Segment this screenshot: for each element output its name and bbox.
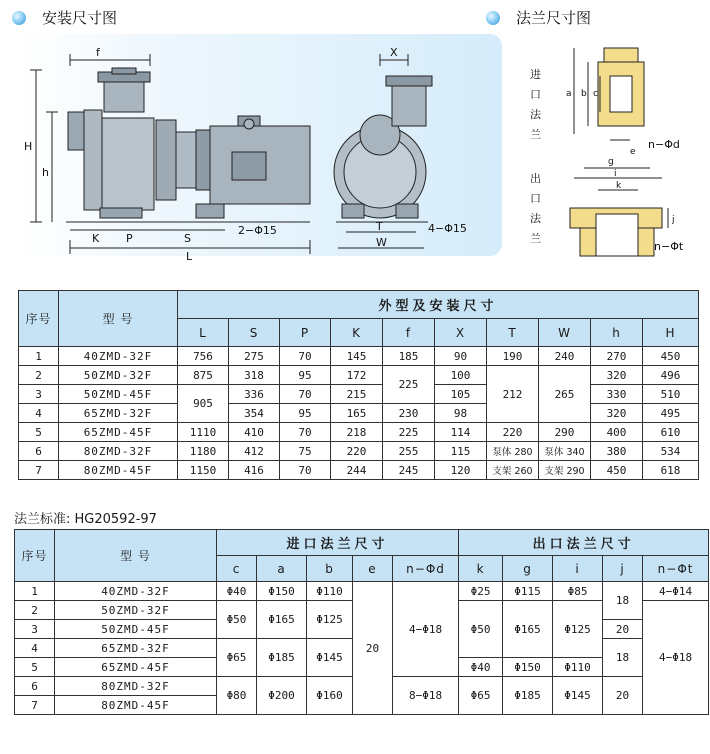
label-X: X bbox=[390, 46, 398, 59]
table-row bbox=[19, 347, 699, 366]
cell: 75 bbox=[280, 442, 331, 461]
cell: 40ZMD-32F bbox=[59, 347, 178, 366]
cell: Φ165 bbox=[503, 601, 553, 658]
header-f: f bbox=[383, 319, 435, 347]
header-X: X bbox=[435, 319, 487, 347]
cell: 65ZMD-32F bbox=[55, 639, 217, 658]
cell: 泵体 340 bbox=[539, 442, 591, 461]
cell: 410 bbox=[229, 423, 280, 442]
flange-dimensions-table bbox=[14, 529, 709, 715]
cell: Φ185 bbox=[503, 677, 553, 715]
cell: 320 bbox=[591, 366, 643, 385]
cell: 220 bbox=[487, 423, 539, 442]
cell: 416 bbox=[229, 461, 280, 480]
cell: 80ZMD-32F bbox=[55, 677, 217, 696]
label-j: j bbox=[672, 215, 675, 225]
label-a: a bbox=[566, 89, 572, 99]
label-k: k bbox=[616, 181, 622, 191]
label-e: e bbox=[630, 147, 636, 157]
cell: 1 bbox=[15, 582, 55, 601]
install-title-text: 安装尺寸图 bbox=[42, 9, 118, 27]
cell: 165 bbox=[331, 404, 383, 423]
label-c: c bbox=[593, 89, 598, 99]
cell: 18 bbox=[603, 639, 643, 677]
cell: Φ65 bbox=[459, 677, 503, 715]
cell: 336 bbox=[229, 385, 280, 404]
header-j: j bbox=[603, 556, 643, 582]
cell: Φ110 bbox=[307, 582, 353, 601]
cell: 20 bbox=[353, 582, 393, 715]
cell: 172 bbox=[331, 366, 383, 385]
cell: 618 bbox=[643, 461, 699, 480]
cell: 756 bbox=[178, 347, 229, 366]
cell: Φ145 bbox=[553, 677, 603, 715]
header-K: K bbox=[331, 319, 383, 347]
inlet-char-2: 口 bbox=[530, 88, 541, 101]
cell: 185 bbox=[383, 347, 435, 366]
header-no: 序号 bbox=[19, 291, 59, 347]
cell: 275 bbox=[229, 347, 280, 366]
table-row bbox=[15, 582, 709, 601]
cell: 3 bbox=[15, 620, 55, 639]
cell: 2 bbox=[19, 366, 59, 385]
label-side-holes: 4−Φ15 bbox=[428, 222, 467, 235]
label-nt: n−Φt bbox=[654, 240, 684, 253]
cell: 泵体 280 bbox=[487, 442, 539, 461]
cell: 50ZMD-32F bbox=[59, 366, 178, 385]
header-a: a bbox=[257, 556, 307, 582]
label-b: b bbox=[581, 89, 587, 99]
cell: 65ZMD-32F bbox=[59, 404, 178, 423]
cell: 290 bbox=[539, 423, 591, 442]
cell: 90 bbox=[435, 347, 487, 366]
cell: 114 bbox=[435, 423, 487, 442]
cell: Φ110 bbox=[553, 658, 603, 677]
cell: Φ150 bbox=[257, 582, 307, 601]
cell: 1150 bbox=[178, 461, 229, 480]
outlet-char-2: 口 bbox=[530, 192, 541, 205]
cell: 212 bbox=[487, 366, 539, 423]
cell: Φ185 bbox=[257, 639, 307, 677]
cell: Φ50 bbox=[217, 601, 257, 639]
header-h: h bbox=[591, 319, 643, 347]
cell: 115 bbox=[435, 442, 487, 461]
outlet-char-1: 出 bbox=[530, 172, 541, 185]
flange-title-text: 法兰尺寸图 bbox=[516, 9, 592, 27]
cell: 255 bbox=[383, 442, 435, 461]
cell: 220 bbox=[331, 442, 383, 461]
install-drawing bbox=[0, 0, 710, 270]
cell: 330 bbox=[591, 385, 643, 404]
cell: 80ZMD-45F bbox=[59, 461, 178, 480]
table-row bbox=[19, 461, 699, 480]
cell: Φ125 bbox=[553, 601, 603, 658]
label-S: S bbox=[184, 232, 191, 245]
header-b: b bbox=[307, 556, 353, 582]
cell: 65ZMD-45F bbox=[55, 658, 217, 677]
label-H: H bbox=[24, 140, 33, 153]
header-W: W bbox=[539, 319, 591, 347]
cell: 5 bbox=[15, 658, 55, 677]
header-install-group: 外型及安装尺寸 bbox=[178, 291, 699, 319]
label-h: h bbox=[42, 166, 49, 179]
label-P: P bbox=[126, 232, 133, 245]
cell: 95 bbox=[280, 404, 331, 423]
outlet-char-3: 法 bbox=[530, 212, 541, 225]
cell: 20 bbox=[603, 677, 643, 715]
cell: Φ160 bbox=[307, 677, 353, 715]
cell: Φ115 bbox=[503, 582, 553, 601]
cell: 1110 bbox=[178, 423, 229, 442]
cell: 50ZMD-45F bbox=[59, 385, 178, 404]
cell: 50ZMD-45F bbox=[55, 620, 217, 639]
cell: 6 bbox=[15, 677, 55, 696]
cell: 8−Φ18 bbox=[393, 677, 459, 715]
cell: 80ZMD-32F bbox=[59, 442, 178, 461]
label-K: K bbox=[92, 232, 100, 245]
cell: 450 bbox=[591, 461, 643, 480]
header-outlet-group: 出口法兰尺寸 bbox=[459, 530, 709, 556]
cell: 4−Φ18 bbox=[393, 582, 459, 677]
cell: 230 bbox=[383, 404, 435, 423]
cell: 支架 260 bbox=[487, 461, 539, 480]
cell: 70 bbox=[280, 461, 331, 480]
label-W: W bbox=[376, 236, 387, 249]
cell: Φ80 bbox=[217, 677, 257, 715]
cell: 225 bbox=[383, 366, 435, 404]
cell: 95 bbox=[280, 366, 331, 385]
inlet-char-3: 法 bbox=[530, 108, 541, 121]
cell: 80ZMD-45F bbox=[55, 696, 217, 715]
header-k: k bbox=[459, 556, 503, 582]
header-g: g bbox=[503, 556, 553, 582]
label-nd: n−Φd bbox=[648, 138, 680, 151]
cell: 支架 290 bbox=[539, 461, 591, 480]
label-T: T bbox=[376, 220, 383, 233]
header-e: e bbox=[353, 556, 393, 582]
cell: 265 bbox=[539, 366, 591, 423]
cell: Φ50 bbox=[459, 601, 503, 658]
cell: 7 bbox=[15, 696, 55, 715]
cell: 70 bbox=[280, 347, 331, 366]
cell: 534 bbox=[643, 442, 699, 461]
flange-standard-note: 法兰标准: HG20592-97 bbox=[14, 512, 157, 527]
header-i: i bbox=[553, 556, 603, 582]
cell: 70 bbox=[280, 385, 331, 404]
cell: 1 bbox=[19, 347, 59, 366]
cell: 50ZMD-32F bbox=[55, 601, 217, 620]
cell: 380 bbox=[591, 442, 643, 461]
cell: Φ40 bbox=[459, 658, 503, 677]
cell: 98 bbox=[435, 404, 487, 423]
label-L: L bbox=[186, 250, 193, 263]
cell: 218 bbox=[331, 423, 383, 442]
cell: 905 bbox=[178, 385, 229, 423]
cell: Φ125 bbox=[307, 601, 353, 639]
header-L: L bbox=[178, 319, 229, 347]
cell: 40ZMD-32F bbox=[55, 582, 217, 601]
header-nt: n−Φt bbox=[643, 556, 709, 582]
cell: Φ65 bbox=[217, 639, 257, 677]
cell: Φ200 bbox=[257, 677, 307, 715]
cell: 70 bbox=[280, 423, 331, 442]
cell: 318 bbox=[229, 366, 280, 385]
cell: 1180 bbox=[178, 442, 229, 461]
label-g: g bbox=[608, 157, 614, 167]
cell: 450 bbox=[643, 347, 699, 366]
install-dimensions-table bbox=[18, 290, 699, 480]
header-model: 型 号 bbox=[55, 530, 217, 582]
cell: 120 bbox=[435, 461, 487, 480]
header-H: H bbox=[643, 319, 699, 347]
cell: 610 bbox=[643, 423, 699, 442]
cell: Φ145 bbox=[307, 639, 353, 677]
cell: 270 bbox=[591, 347, 643, 366]
outlet-char-4: 兰 bbox=[530, 232, 541, 245]
cell: 100 bbox=[435, 366, 487, 385]
inlet-char-4: 兰 bbox=[530, 128, 541, 141]
header-P: P bbox=[280, 319, 331, 347]
cell: Φ25 bbox=[459, 582, 503, 601]
cell: 18 bbox=[603, 582, 643, 620]
cell: 245 bbox=[383, 461, 435, 480]
cell: 65ZMD-45F bbox=[59, 423, 178, 442]
header-nd: n−Φd bbox=[393, 556, 459, 582]
cell: 5 bbox=[19, 423, 59, 442]
header-c: c bbox=[217, 556, 257, 582]
cell: 145 bbox=[331, 347, 383, 366]
cell: Φ165 bbox=[257, 601, 307, 639]
header-inlet-group: 进口法兰尺寸 bbox=[217, 530, 459, 556]
cell: 400 bbox=[591, 423, 643, 442]
cell: 320 bbox=[591, 404, 643, 423]
header-model: 型 号 bbox=[59, 291, 178, 347]
cell: 3 bbox=[19, 385, 59, 404]
table-row bbox=[19, 366, 699, 385]
cell: 225 bbox=[383, 423, 435, 442]
cell: 496 bbox=[643, 366, 699, 385]
cell: 190 bbox=[487, 347, 539, 366]
header-no: 序号 bbox=[15, 530, 55, 582]
cell: 510 bbox=[643, 385, 699, 404]
cell: 20 bbox=[603, 620, 643, 639]
cell: 2 bbox=[15, 601, 55, 620]
table-row bbox=[19, 385, 699, 404]
label-base-holes: 2−Φ15 bbox=[238, 224, 277, 237]
cell: 6 bbox=[19, 442, 59, 461]
cell: 412 bbox=[229, 442, 280, 461]
cell: Φ40 bbox=[217, 582, 257, 601]
label-i: i bbox=[614, 169, 617, 179]
cell: 240 bbox=[539, 347, 591, 366]
cell: Φ150 bbox=[503, 658, 553, 677]
cell: 875 bbox=[178, 366, 229, 385]
cell: 4−Φ14 bbox=[643, 582, 709, 601]
header-T: T bbox=[487, 319, 539, 347]
header-S: S bbox=[229, 319, 280, 347]
inlet-char-1: 进 bbox=[530, 68, 541, 81]
cell: 4 bbox=[15, 639, 55, 658]
table-row bbox=[19, 442, 699, 461]
cell: 215 bbox=[331, 385, 383, 404]
cell: 4 bbox=[19, 404, 59, 423]
cell: 244 bbox=[331, 461, 383, 480]
table-row bbox=[19, 423, 699, 442]
cell: 4−Φ18 bbox=[643, 601, 709, 715]
label-f: f bbox=[96, 46, 100, 59]
cell: 495 bbox=[643, 404, 699, 423]
cell: 354 bbox=[229, 404, 280, 423]
cell: Φ85 bbox=[553, 582, 603, 601]
cell: 105 bbox=[435, 385, 487, 404]
cell: 7 bbox=[19, 461, 59, 480]
table-row bbox=[19, 404, 699, 423]
